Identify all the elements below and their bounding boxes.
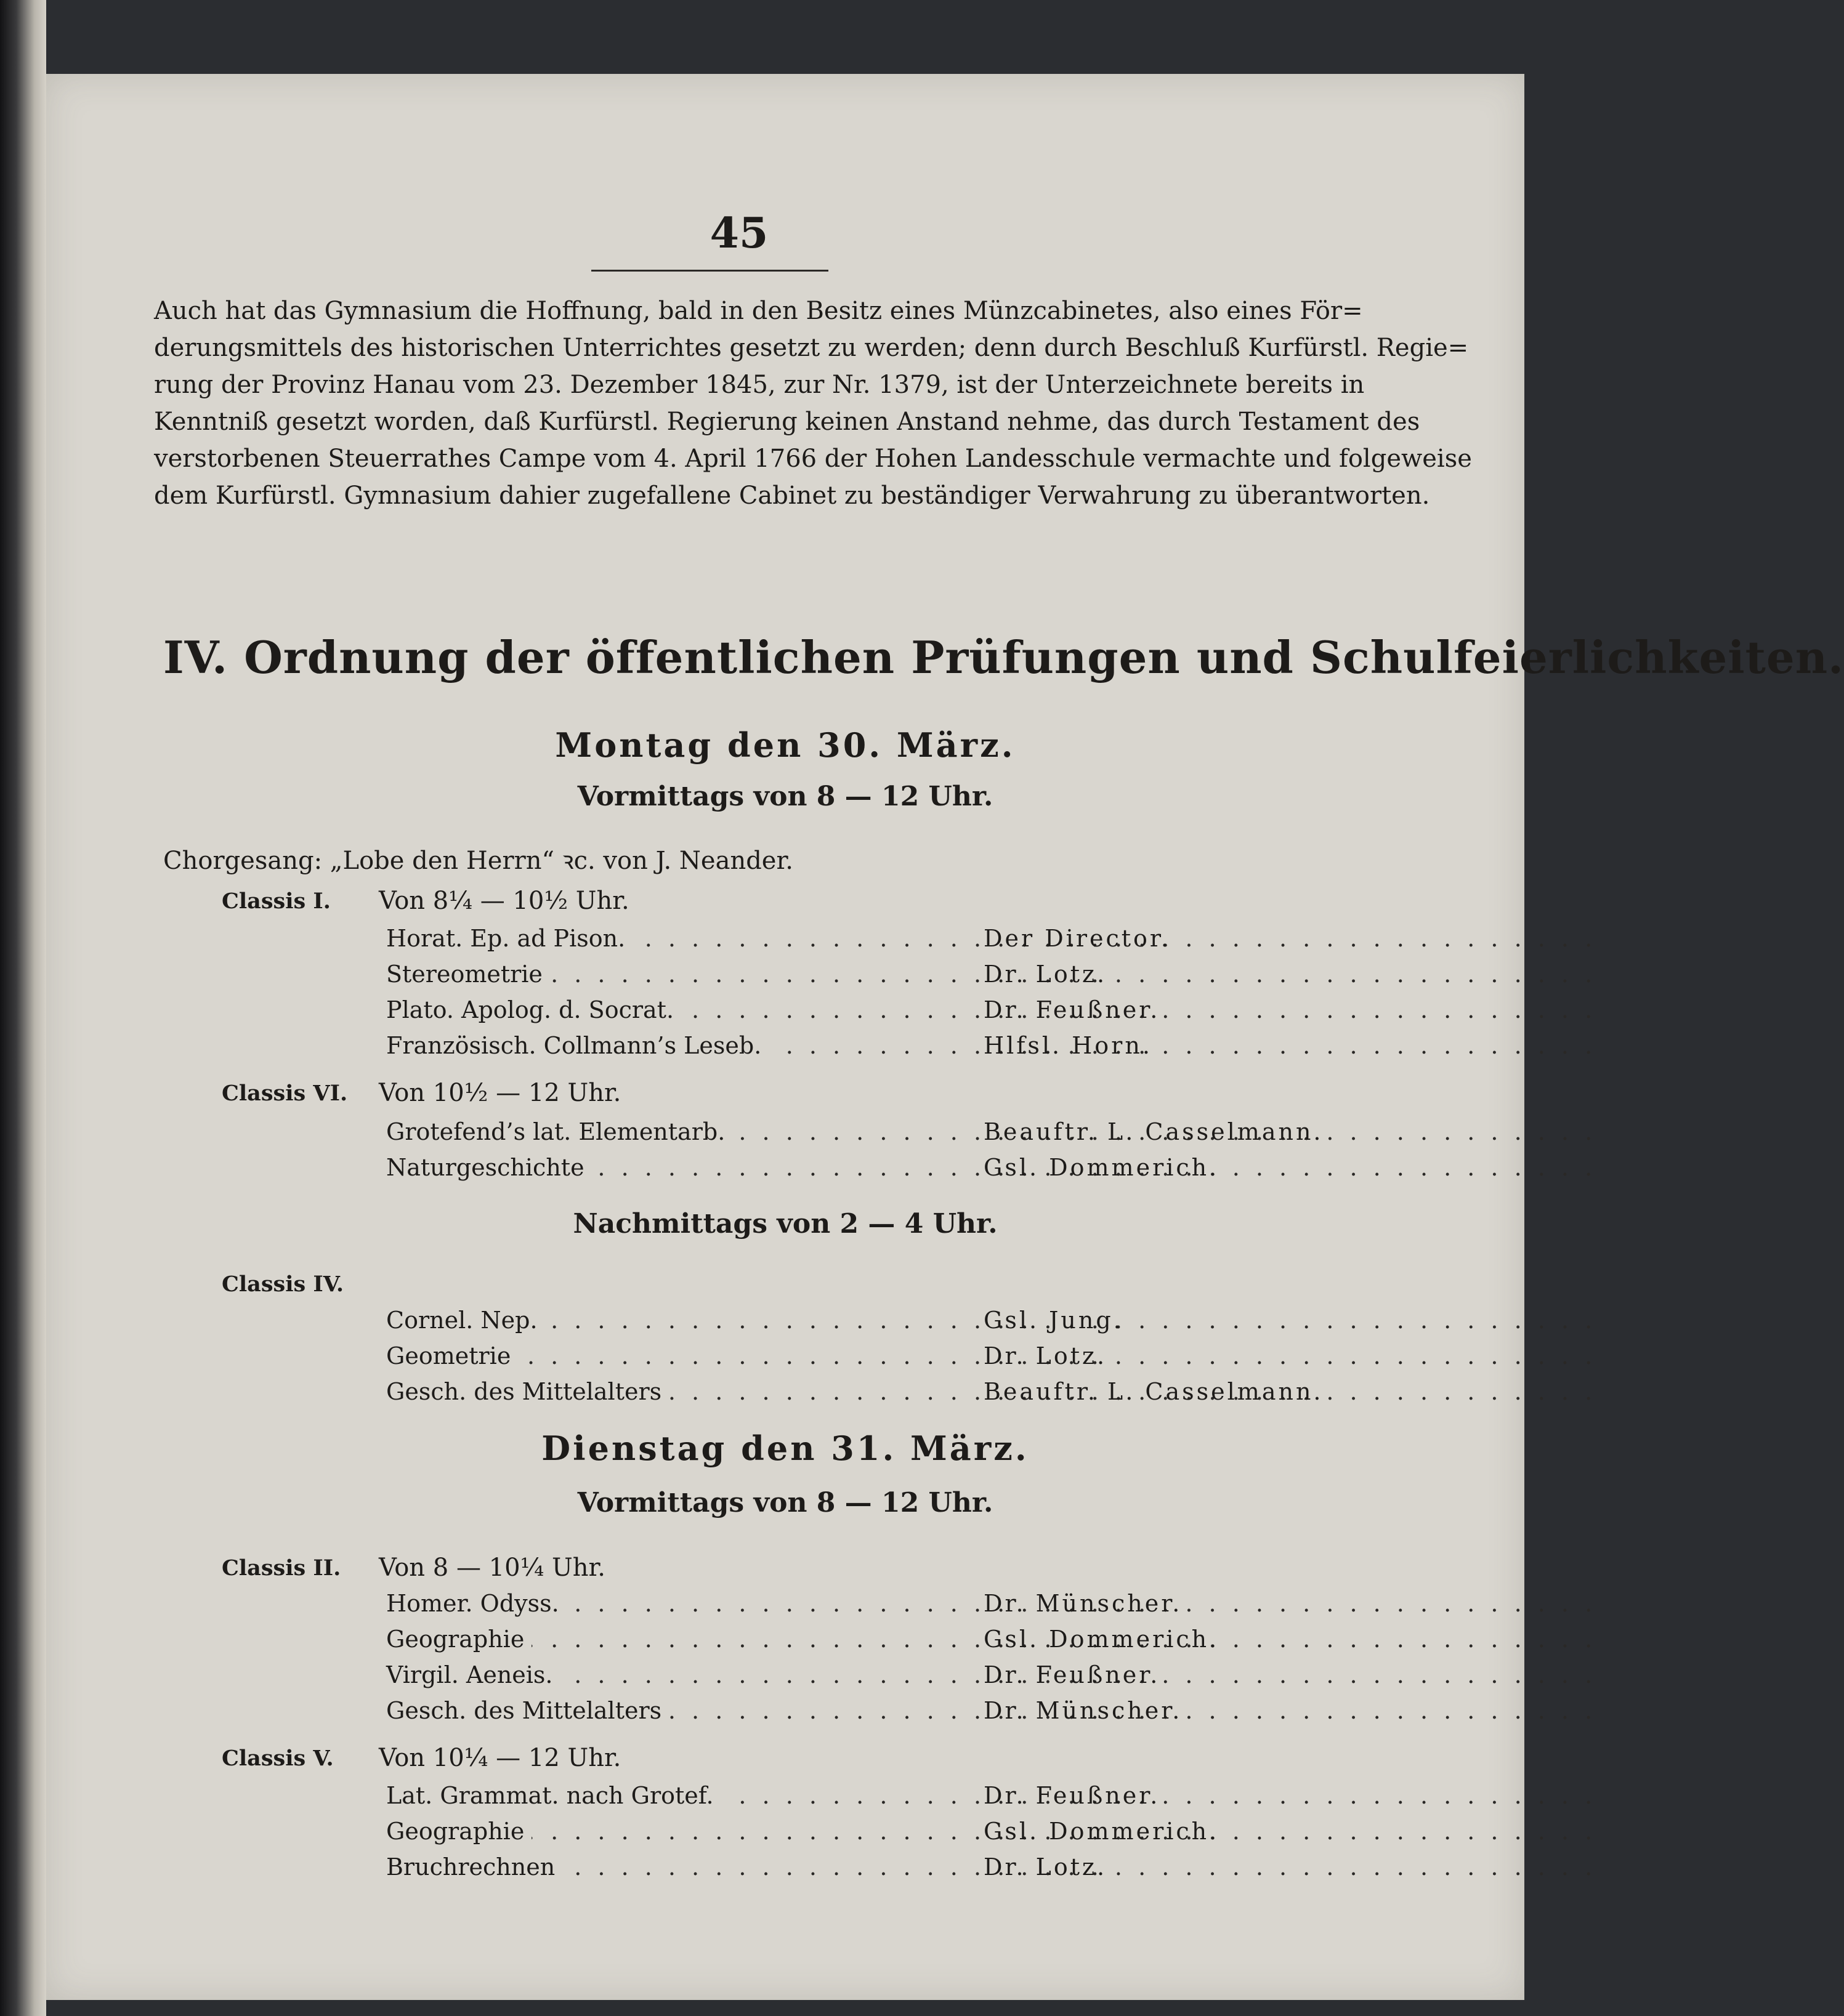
exam-row: [386, 957, 1341, 991]
session-heading-afternoon: Nachmittags von 2 — 4 Uhr.: [573, 1208, 998, 1240]
exam-row: [386, 1693, 1341, 1728]
exam-subject: Naturgeschichte . . .: [386, 1150, 971, 1185]
exam-row: [386, 1339, 1341, 1373]
exam-row: [386, 1850, 1341, 1884]
exam-teacher: Dr. Lotz.: [984, 1853, 1107, 1881]
class-label: Classis V.: [222, 1746, 334, 1771]
exam-teacher: Dr. Münscher.: [984, 1697, 1183, 1724]
exam-row: [386, 1303, 1341, 1337]
class-time: Von 10¼ — 12 Uhr.: [379, 1744, 621, 1772]
exam-row: [386, 1658, 1341, 1692]
exam-subject: Homer. Odyss. . . .: [386, 1586, 971, 1621]
exam-subject: Horat. Ep. ad Pison. . . .: [386, 921, 971, 956]
exam-subject: Französisch. Collmann’s Leseb. . . .: [386, 1028, 971, 1063]
exam-teacher: Dr. Feußner.: [984, 1661, 1160, 1688]
exam-row: [386, 1374, 1341, 1409]
exam-subject: Gesch. des Mittelalters . . .: [386, 1374, 971, 1409]
day-heading-tuesday: Dienstag den 31. März.: [541, 1429, 1029, 1468]
exam-row: [386, 1778, 1341, 1813]
day-heading-monday: Montag den 30. März.: [555, 725, 1016, 765]
exam-teacher: Gsl. Dommerich.: [984, 1626, 1219, 1653]
exam-row: [386, 993, 1341, 1027]
exam-row: [386, 1028, 1341, 1063]
paragraph-line: Auch hat das Gymnasium die Hoffnung, bald in den Besitz eines Münzcabinetes, also eines För=: [154, 297, 1363, 325]
paragraph-line: dem Kurfürstl. Gymnasium dahier zugefallene Cabinet zu beständiger Verwahrung zu überantworten.: [154, 482, 1430, 510]
class-time: Von 8¼ — 10½ Uhr.: [379, 887, 629, 915]
exam-teacher: Beauftr. L. Casselmann.: [984, 1378, 1324, 1405]
exam-teacher: Hlfsl. Horn.: [984, 1032, 1152, 1059]
exam-teacher: Dr. Feußner.: [984, 996, 1160, 1023]
session-heading-morning: Vormittags von 8 — 12 Uhr.: [577, 1487, 993, 1518]
document-page: [46, 74, 1844, 2000]
exam-teacher: Der Director.: [984, 925, 1171, 952]
header-rule: [591, 270, 828, 272]
exam-subject: Geographie . . .: [386, 1622, 971, 1656]
exam-subject: Stereometrie . . .: [386, 957, 971, 991]
exam-subject: Plato. Apolog. d. Socrat. . . .: [386, 993, 971, 1027]
exam-teacher: Gsl. Dommerich.: [984, 1818, 1219, 1845]
paragraph-line: verstorbenen Steuerrathes Campe vom 4. April 1766 der Hohen Landesschule vermachte und folgeweise: [154, 445, 1472, 473]
class-time: Von 10½ — 12 Uhr.: [379, 1079, 621, 1107]
exam-subject: Grotefend’s lat. Elementarb. . . .: [386, 1115, 971, 1149]
exam-row: [386, 1115, 1341, 1149]
chorale-line: Chorgesang: „Lobe den Herrn“ ꝛc. von J. Neander.: [163, 847, 793, 875]
exam-subject: Gesch. des Mittelalters . . .: [386, 1693, 971, 1728]
exam-teacher: Dr. Münscher.: [984, 1590, 1183, 1617]
exam-teacher: Dr. Lotz.: [984, 961, 1107, 988]
paragraph-line: rung der Provinz Hanau vom 23. Dezember 1845, zur Nr. 1379, ist der Unterzeichnete bereits in: [154, 371, 1365, 399]
section-title: IV. Ordnung der öffentlichen Prüfungen und Schulfeierlichkeiten.: [163, 631, 1844, 683]
page-number: 45: [710, 209, 769, 258]
exam-subject: Virgil. Aeneis. . . .: [386, 1658, 971, 1692]
exam-subject: Geographie . . .: [386, 1814, 971, 1849]
class-label: Classis IV.: [222, 1272, 344, 1297]
exam-row: [386, 1586, 1341, 1621]
exam-subject: Bruchrechnen . . .: [386, 1850, 971, 1884]
class-label: Classis II.: [222, 1555, 341, 1581]
exam-row: [386, 1814, 1341, 1849]
exam-teacher: Dr. Lotz.: [984, 1342, 1107, 1369]
exam-teacher: Gsl. Jung.: [984, 1307, 1123, 1334]
exam-subject: Geometrie . . .: [386, 1339, 971, 1373]
class-time: Von 8 — 10¼ Uhr.: [379, 1554, 605, 1582]
exam-row: [386, 921, 1341, 956]
exam-row: [386, 1622, 1341, 1656]
class-label: Classis I.: [222, 889, 331, 914]
exam-teacher: Dr. Feußner.: [984, 1782, 1160, 1809]
exam-subject: Lat. Grammat. nach Grotef. . . .: [386, 1778, 971, 1813]
exam-teacher: Gsl. Dommerich.: [984, 1154, 1219, 1181]
intro-paragraph: [154, 292, 1472, 514]
exam-row: [386, 1150, 1341, 1185]
session-heading-morning: Vormittags von 8 — 12 Uhr.: [577, 781, 993, 812]
exam-teacher: Beauftr. L. Casselmann.: [984, 1118, 1324, 1145]
exam-subject: Cornel. Nep. . . .: [386, 1303, 971, 1337]
paragraph-line: Kenntniß gesetzt worden, daß Kurfürstl. Regierung keinen Anstand nehme, das durch Testament des: [154, 408, 1420, 436]
book-spine: [0, 0, 46, 2016]
paragraph-line: derungsmittels des historischen Unterrichtes gesetzt zu werden; denn durch Beschluß Kurfürstl. Regie=: [154, 334, 1469, 362]
class-label: Classis VI.: [222, 1081, 348, 1106]
